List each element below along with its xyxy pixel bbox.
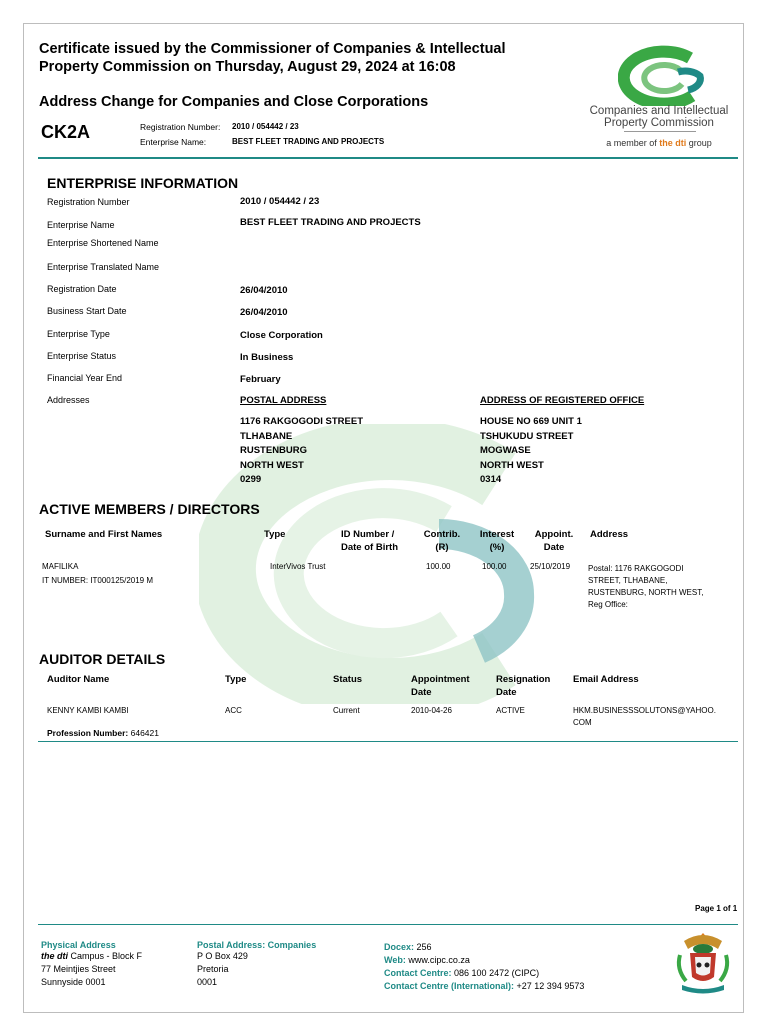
member-address-line: Postal: 1176 RAKGOGODI bbox=[588, 564, 684, 573]
contact-centre-label: Contact Centre: bbox=[384, 968, 452, 978]
label-shortened-name: Enterprise Shortened Name bbox=[47, 238, 159, 248]
web-link[interactable]: www.cipc.co.za bbox=[408, 955, 470, 965]
auditor-divider bbox=[38, 741, 738, 742]
members-header-interest bbox=[476, 528, 518, 554]
registered-office-line: 0314 bbox=[480, 474, 502, 485]
label-enterprise-status: Enterprise Status bbox=[47, 351, 117, 361]
members-header-appoint-line-2: Date bbox=[543, 542, 565, 553]
registered-office-block bbox=[480, 415, 582, 488]
logo-member-brand: the dti bbox=[659, 138, 687, 148]
auditor-header-resign-line-1: Resignation bbox=[496, 674, 551, 685]
meta-name-value: BEST FLEET TRADING AND PROJECTS bbox=[232, 137, 385, 146]
members-header-address: Address bbox=[590, 529, 629, 540]
member-address-line: RUSTENBURG, NORTH WEST, bbox=[588, 588, 704, 597]
registered-office-line: TSHUKUDU STREET bbox=[480, 430, 574, 442]
member-interest: 100.00 bbox=[482, 562, 507, 571]
auditor-email-line-2: COM bbox=[573, 718, 592, 727]
footer-physical-line-3: Sunnyside 0001 bbox=[41, 977, 106, 987]
meta-reg-value: 2010 / 054442 / 23 bbox=[232, 122, 299, 131]
value-financial-year-end: February bbox=[240, 374, 281, 385]
logo-member-prefix: a member of bbox=[606, 138, 660, 148]
title-line-2: Property Commission on Thursday, August 29, 2024 at 16:08 bbox=[39, 59, 456, 75]
members-header-id bbox=[341, 528, 398, 554]
auditor-email-line-1: HKM.BUSINESSSOLUTONS@YAHOO. bbox=[573, 706, 716, 715]
member-address bbox=[588, 563, 703, 611]
footer-divider bbox=[38, 924, 738, 925]
value-enterprise-name: BEST FLEET TRADING AND PROJECTS bbox=[240, 217, 421, 228]
registered-office-heading: ADDRESS OF REGISTERED OFFICE bbox=[480, 395, 645, 406]
profession-number bbox=[47, 728, 159, 738]
auditor-header-resign-line-2: Date bbox=[496, 687, 517, 698]
auditor-header-appoint-line-2: Date bbox=[411, 687, 432, 698]
footer-postal-heading: Postal Address: Companies bbox=[197, 940, 317, 950]
postal-address-line: RUSTENBURG bbox=[240, 445, 308, 456]
logo-member-suffix: group bbox=[686, 138, 712, 148]
auditor-header-appoint-line-1: Appointment bbox=[411, 674, 470, 685]
logo-name-line-2: Property Commission bbox=[604, 117, 714, 129]
docex-value: 256 bbox=[416, 942, 432, 952]
footer-contact bbox=[384, 941, 584, 993]
value-registration-date: 26/04/2010 bbox=[240, 285, 288, 296]
registered-office-line: MOGWASE bbox=[480, 445, 531, 456]
registered-office-line: HOUSE NO 669 UNIT 1 bbox=[480, 416, 582, 427]
members-header-interest-line-2: (%) bbox=[489, 542, 505, 553]
form-code: CK2A bbox=[41, 122, 91, 142]
label-enterprise-type: Enterprise Type bbox=[47, 329, 110, 339]
auditor-section-title: AUDITOR DETAILS bbox=[39, 651, 166, 667]
contact-intl-value: +27 12 394 9573 bbox=[516, 981, 585, 991]
members-header-name: Surname and First Names bbox=[45, 529, 163, 540]
auditor-name: KENNY KAMBI KAMBI bbox=[47, 706, 129, 715]
title-line-1: Certificate issued by the Commissioner of Companies & Intellectual bbox=[39, 41, 506, 57]
header-divider bbox=[38, 157, 738, 159]
postal-address-line: NORTH WEST bbox=[240, 459, 304, 471]
logo-divider bbox=[624, 131, 696, 132]
meta-reg-label: Registration Number: bbox=[140, 122, 221, 132]
document-subtitle: Address Change for Companies and Close Corporations bbox=[39, 94, 429, 110]
auditor-status: Current bbox=[333, 706, 360, 715]
members-header-interest-line-1: Interest bbox=[479, 529, 515, 540]
auditor-header-resign bbox=[496, 673, 550, 699]
footer-web bbox=[384, 954, 584, 967]
value-registration-number: 2010 / 054442 / 23 bbox=[240, 196, 320, 207]
certificate-page bbox=[23, 23, 744, 1013]
footer-physical-line-1-rest: Campus - Block F bbox=[68, 951, 143, 961]
label-business-start-date: Business Start Date bbox=[47, 306, 127, 316]
members-header-type: Type bbox=[264, 529, 286, 540]
footer-physical-line-2: 77 Meintjies Street bbox=[41, 964, 116, 974]
value-enterprise-type: Close Corporation bbox=[240, 330, 323, 341]
members-header-id-line-2: Date of Birth bbox=[341, 542, 398, 553]
auditor-type: ACC bbox=[225, 706, 242, 715]
value-business-start-date: 26/04/2010 bbox=[240, 307, 288, 318]
postal-address-block bbox=[240, 415, 363, 488]
footer-physical-brand: the dti bbox=[41, 951, 68, 961]
label-addresses: Addresses bbox=[47, 395, 90, 405]
label-translated-name: Enterprise Translated Name bbox=[47, 262, 160, 272]
footer-contact-centre bbox=[384, 967, 584, 980]
auditor-appoint-date: 2010-04-26 bbox=[411, 706, 452, 715]
member-address-line: Reg Office: bbox=[588, 600, 628, 609]
auditor-header-type: Type bbox=[225, 674, 247, 685]
meta-name-label: Enterprise Name: bbox=[140, 137, 207, 147]
auditor-header-status: Status bbox=[333, 674, 363, 685]
footer-postal-line-2: Pretoria bbox=[197, 964, 229, 974]
auditor-header-appoint bbox=[411, 673, 470, 699]
footer-physical-address bbox=[41, 940, 142, 989]
postal-address-line: TLHABANE bbox=[240, 430, 293, 442]
value-enterprise-status: In Business bbox=[240, 352, 294, 363]
auditor-resign-date: ACTIVE bbox=[496, 706, 525, 715]
members-header-appoint bbox=[531, 528, 577, 554]
certificate-title bbox=[39, 40, 559, 76]
member-surname: MAFILIKA bbox=[42, 562, 79, 571]
member-appoint-date: 25/10/2019 bbox=[530, 562, 571, 571]
cipc-logo-name bbox=[584, 105, 734, 129]
member-address-line: STREET, TLHABANE, bbox=[588, 576, 668, 585]
web-label: Web: bbox=[384, 955, 406, 965]
auditor-header-name: Auditor Name bbox=[47, 674, 110, 685]
label-registration-number: Registration Number bbox=[47, 197, 130, 207]
footer-physical-heading: Physical Address bbox=[41, 940, 116, 950]
footer-physical-line-1 bbox=[41, 950, 142, 963]
footer-postal-line-3: 0001 bbox=[197, 977, 218, 987]
footer-docex bbox=[384, 941, 584, 954]
docex-label: Docex: bbox=[384, 942, 415, 952]
label-registration-date: Registration Date bbox=[47, 284, 117, 294]
label-enterprise-name: Enterprise Name bbox=[47, 220, 115, 230]
members-header-contrib-line-2: (R) bbox=[435, 542, 449, 553]
postal-address-heading: POSTAL ADDRESS bbox=[240, 395, 327, 406]
auditor-email bbox=[573, 705, 716, 729]
member-contrib: 100.00 bbox=[426, 562, 451, 571]
members-header-id-line-1: ID Number / bbox=[341, 529, 395, 540]
page-number: Page 1 of 1 bbox=[695, 904, 738, 913]
postal-address-line: 1176 RAKGOGODI STREET bbox=[240, 416, 364, 427]
cipc-logo-icon bbox=[618, 44, 718, 106]
logo-name-line-1: Companies and Intellectual bbox=[589, 105, 729, 117]
label-financial-year-end: Financial Year End bbox=[47, 373, 123, 383]
contact-intl-label: Contact Centre (International): bbox=[384, 981, 515, 991]
enterprise-section-title: ENTERPRISE INFORMATION bbox=[47, 175, 239, 191]
members-header-appoint-line-1: Appoint. bbox=[534, 529, 574, 540]
member-it-number: IT NUMBER: IT000125/2019 M bbox=[42, 576, 154, 585]
registered-office-line: NORTH WEST bbox=[480, 459, 544, 471]
members-header-contrib bbox=[422, 528, 462, 554]
auditor-header-email: Email Address bbox=[573, 674, 639, 685]
footer-contact-intl bbox=[384, 980, 584, 993]
profession-number-label: Profession Number: bbox=[47, 728, 129, 738]
contact-centre-value: 086 100 2472 (CIPC) bbox=[454, 968, 540, 978]
coat-of-arms-icon bbox=[670, 927, 736, 997]
logo-member-text bbox=[584, 138, 734, 148]
footer-postal-address bbox=[197, 940, 316, 989]
members-section-title: ACTIVE MEMBERS / DIRECTORS bbox=[39, 501, 260, 517]
profession-number-value: 646421 bbox=[130, 728, 159, 738]
postal-address-line: 0299 bbox=[240, 474, 262, 485]
footer-postal-line-1: P O Box 429 bbox=[197, 951, 248, 961]
members-header-contrib-line-1: Contrib. bbox=[423, 529, 461, 540]
member-type: InterVivos Trust bbox=[270, 562, 326, 571]
